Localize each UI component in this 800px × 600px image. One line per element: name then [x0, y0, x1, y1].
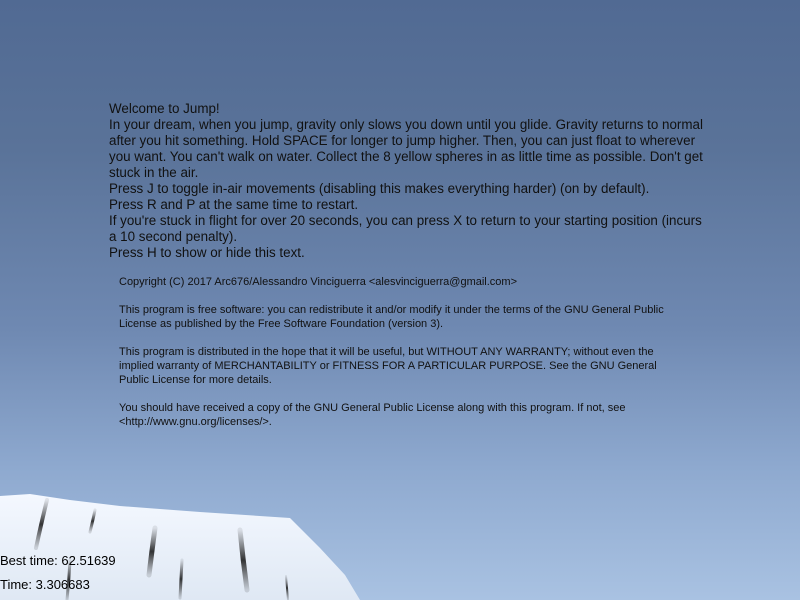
intro-toggle-movement: Press J to toggle in-air movements (disabling this makes everything harder) (on by default). — [109, 181, 650, 196]
best-time-readout: Best time: 62.51639 — [0, 553, 116, 568]
intro-description: In your dream, when you jump, gravity only slows you down until you glide. Gravity returns to normal after you hit something. Hold SPACE for longer to jump higher. Then, you can just float to wherever you want. You can't walk on water. Collect the 8 yellow spheres in as little time as possible. Don't get stuck in the air. — [109, 117, 703, 180]
license-warranty: This program is distributed in the hope that it will be useful, but WITHOUT ANY WARRANTY; without even the implied warranty of MERCHANTABILITY or FITNESS FOR A PARTICULAR PURPOSE. See the GNU General Public License for more details. — [119, 346, 657, 386]
license-free-software: This program is free software: you can redistribute it and/or modify it under the terms of the GNU General Public License as published by the Free Software Foundation (version 3). — [119, 304, 664, 330]
intro-welcome: Welcome to Jump! — [109, 101, 220, 116]
license-text — [119, 275, 679, 443]
license-copy: You should have received a copy of the GNU General Public License along with this program. If not, see <http://www.gnu.org/licenses/>. — [119, 402, 626, 428]
intro-stuck: If you're stuck in flight for over 20 seconds, you can press X to return to your starting position (incurs a 10 second penalty). — [109, 213, 702, 244]
license-copyright: Copyright (C) 2017 Arc676/Alessandro Vinciguerra <alesvinciguerra@gmail.com> — [119, 276, 517, 288]
intro-hide-text: Press H to show or hide this text. — [109, 245, 305, 260]
intro-restart: Press R and P at the same time to restart. — [109, 197, 359, 212]
instructions-text — [109, 101, 709, 261]
time-readout: Time: 3.306683 — [0, 577, 90, 592]
